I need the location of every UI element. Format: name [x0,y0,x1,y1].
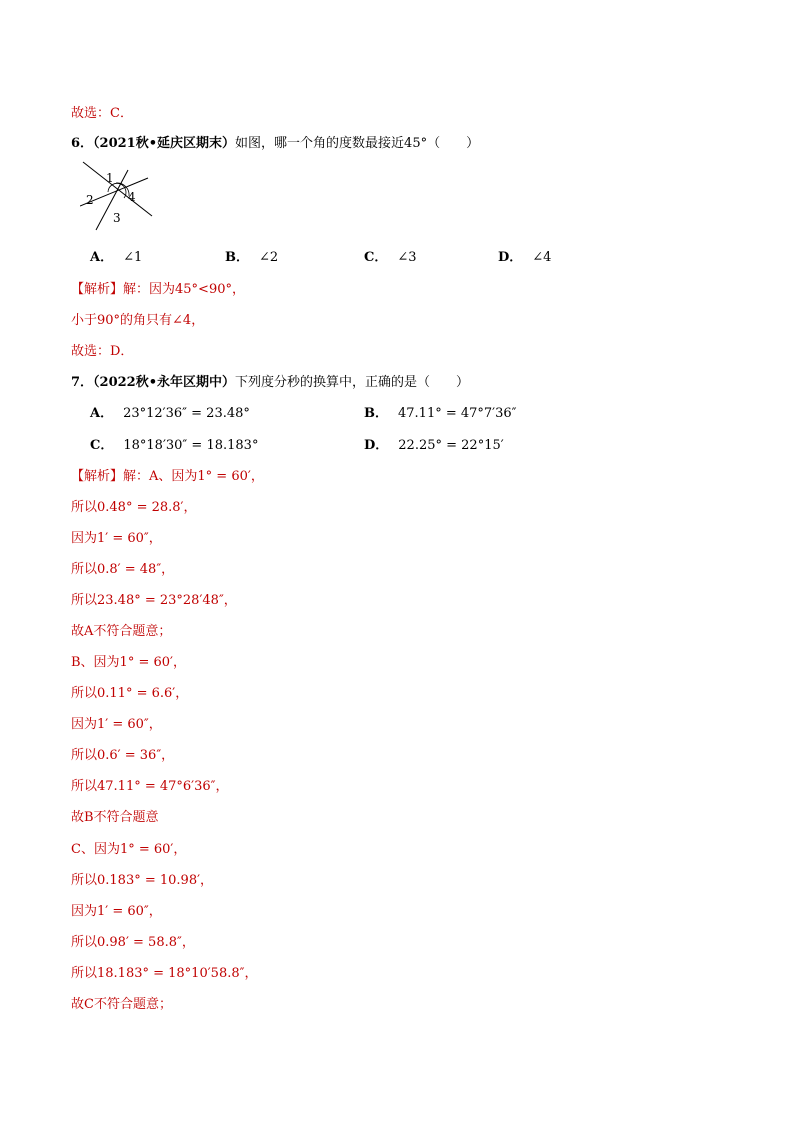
q7-analysis-line: 因为1′ = 60″， [71,904,162,919]
question-6 [71,136,479,152]
q7-analysis-first: 【解析】解：A、因为1° = 60′， [71,469,264,484]
q7-option-d: D． 22.25° = 22°15′ [364,438,504,453]
figure-label-4: 4 [128,190,136,204]
q6-analysis-line-3: 故选：D． [71,344,134,359]
question-7 [71,375,469,391]
q7-option-b: B． 47.11° = 47°7′36″ [364,406,517,421]
question-6-text: 如图，哪一个角的度数最接近45°（ ） [235,136,480,151]
q7-analysis-line: 所以0.11° = 6.6′， [71,686,189,701]
figure-label-3: 3 [113,211,121,225]
q6-analysis-line-2: 小于90°的角只有∠4， [71,313,205,328]
question-7-text: 下列度分秒的换算中，正确的是（ ） [235,375,470,390]
q6-analysis-line-1: 【解析】解：因为45°<90°， [71,282,245,297]
q7-analysis-line: 所以23.48° = 23°28′48″， [71,593,237,608]
q7-analysis-line: 所以0.48° = 28.8′， [71,500,197,515]
q7-analysis-line: 故C不符合题意； [71,997,172,1012]
q6-option-c: C． ∠3 [364,250,417,265]
q7-analysis-line: 故A不符合题意； [71,624,172,639]
q7-analysis-line: C、因为1° = 60′， [71,842,187,857]
q7-analysis-line: 因为1′ = 60″， [71,717,162,732]
q7-analysis-line: 故B不符合题意 [71,810,159,825]
q7-analysis-line: 所以47.11° = 47°6′36″， [71,779,229,794]
question-6-number: 6． [71,136,94,151]
q7-analysis-line: 所以18.183° = 18°10′58.8″， [71,966,258,981]
q6-option-d: D． ∠4 [498,250,552,265]
q7-option-c: C． 18°18′30″ = 18.183° [90,438,259,453]
figure-label-1: 1 [106,171,114,185]
q7-analysis-line: 因为1′ = 60″， [71,531,162,546]
q7-analysis-line: 所以0.98′ = 58.8″， [71,935,195,950]
figure-label-2: 2 [86,193,94,207]
q7-analysis-line: 所以0.6′ = 36″， [71,748,175,763]
question-6-source: （2021秋•延庆区期末） [93,136,236,151]
question-7-source: （2022秋•永年区期中） [93,375,236,390]
q7-analysis-line: B、因为1° = 60′， [71,655,186,670]
q7-analysis-line: 所以0.8′ = 48″， [71,562,175,577]
angle-figure [80,160,160,232]
q7-analysis-line: 所以0.183° = 10.98′， [71,873,214,888]
q6-option-b: B． ∠2 [225,250,279,265]
q7-option-a: A． 23°12′36″ = 23.48° [90,406,250,421]
previous-answer: 故选：C． [71,106,133,121]
question-7-number: 7． [71,375,94,390]
q6-option-a: A． ∠1 [90,250,143,265]
